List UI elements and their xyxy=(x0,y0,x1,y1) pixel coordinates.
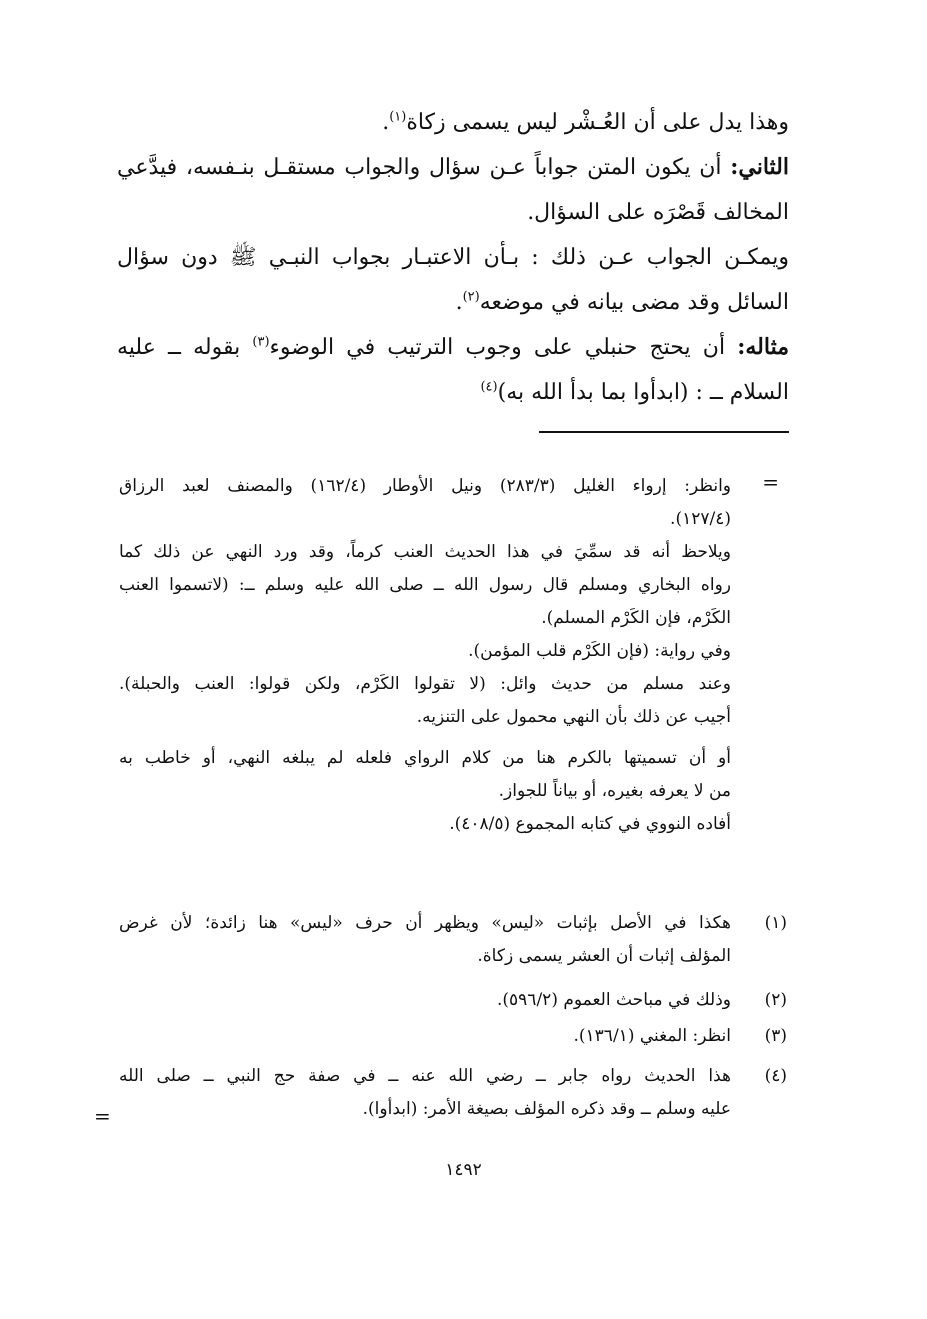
main-line-3: المخالف قَصْرَه على السؤال. xyxy=(527,200,789,225)
footnote-number-4: (٤) xyxy=(764,1066,787,1086)
continued-line: وعند مسلم من حديث وائل: (لا تقولوا الكَرْم، ولكن قولوا: العنب والحبلة). xyxy=(119,674,731,694)
continued-footnote xyxy=(119,470,731,841)
footnote-line: المؤلف إثبات أن العشر يسمى زكاة. xyxy=(477,946,731,966)
continued-line: أجيب عن ذلك بأن النهي محمول على التنزيه. xyxy=(416,707,731,727)
continued-line: الكَرْم، فإن الكَرْم المسلم). xyxy=(541,608,731,628)
paragraph-label-example: مثاله: xyxy=(737,334,789,360)
footnote-1 xyxy=(119,907,731,973)
continued-line: أفاده النووي في كتابه المجموع (٤٠٨/٥). xyxy=(449,814,731,834)
main-line-2: الثاني: أن يكون المتن جواباً عـن سؤال والجواب مستقـل بنـفسه، فيدَّعي xyxy=(117,154,789,180)
continued-line: وانظر: إرواء الغليل (٢٨٣/٣) ونيل الأوطار (١٦٢/٤) والمصنف لعبد الرزاق xyxy=(119,476,731,496)
footnote-2 xyxy=(119,984,731,1017)
main-text xyxy=(117,100,789,415)
main-line-5: السائل وقد مضى بيانه في موضعه$^{(٢)}$. xyxy=(455,289,789,315)
footnote-line: هكذا في الأصل بإثبات «ليس» ويظهر أن حرف «ليس» هنا زائدة؛ لأن غرض xyxy=(119,913,731,933)
footnote-number-1: (١) xyxy=(764,913,787,933)
footnote-ref-3[interactable]: (٣) xyxy=(252,334,270,350)
footnote-ref-4[interactable]: (٤) xyxy=(480,379,498,395)
main-line-4: ويمكـن الجواب عـن ذلك : بـأن الاعتبـار بجواب النبـي ﷺ دون سؤال xyxy=(117,245,789,270)
continued-line: رواه البخاري ومسلم قال رسول الله ــ صلى الله عليه وسلم ــ: (لاتسموا العنب xyxy=(119,575,731,595)
continued-line: أو أن تسميتها بالكرم هنا من كلام الرواي فلعله لم يبلغه النهي، أو خاطب به xyxy=(119,748,731,768)
main-line-1: وهذا يدل على أن العُـشْر ليس يسمى زكاة$^{(١)}$. xyxy=(382,109,789,135)
main-line-6: مثاله: أن يحتج حنبلي على وجوب الترتيب في الوضوء$^{(٣)}$ بقوله ــ عليه xyxy=(117,334,789,360)
footnote-number-3: (٣) xyxy=(764,1026,787,1046)
continued-line: وفي رواية: (فإن الكَرْم قلب المؤمن). xyxy=(468,641,731,661)
footnote-3 xyxy=(119,1020,731,1053)
continuation-mark: = xyxy=(762,470,779,494)
main-line-7: السلام ــ : (ابدأوا بما بدأ الله به)$^{(٤)}$ xyxy=(480,379,789,405)
footnote-line: هذا الحديث رواه جابر ــ رضي الله عنه ــ في صفة حج النبي ــ صلى الله xyxy=(119,1066,731,1086)
footnote-ref-2[interactable]: (٢) xyxy=(462,289,480,305)
continued-line: (١٢٧/٤). xyxy=(670,509,731,529)
footnote-line: وذلك في مباحث العموم (٥٩٦/٢). xyxy=(497,990,731,1010)
footnote-4 xyxy=(119,1060,731,1126)
footnote-ref-1[interactable]: (١) xyxy=(389,109,407,125)
paragraph-label-second: الثاني: xyxy=(730,154,789,180)
footnote-separator xyxy=(539,431,789,433)
footnote-line: انظر: المغني (١٣٦/١). xyxy=(573,1026,731,1046)
continued-next-page-mark: = xyxy=(94,1104,111,1128)
footnote-line: عليه وسلم ــ وقد ذكره المؤلف بصيغة الأمر: (ابدأوا). xyxy=(362,1099,731,1119)
continued-line: ويلاحظ أنه قد سمِّيَ في هذا الحديث العنب كرماً، وقد ورد النهي عن ذلك كما xyxy=(119,542,731,562)
page-number: ١٤٩٢ xyxy=(445,1160,482,1180)
continued-line: من لا يعرفه بغيره، أو بياناً للجواز. xyxy=(498,781,731,801)
footnote-number-2: (٢) xyxy=(764,990,787,1010)
